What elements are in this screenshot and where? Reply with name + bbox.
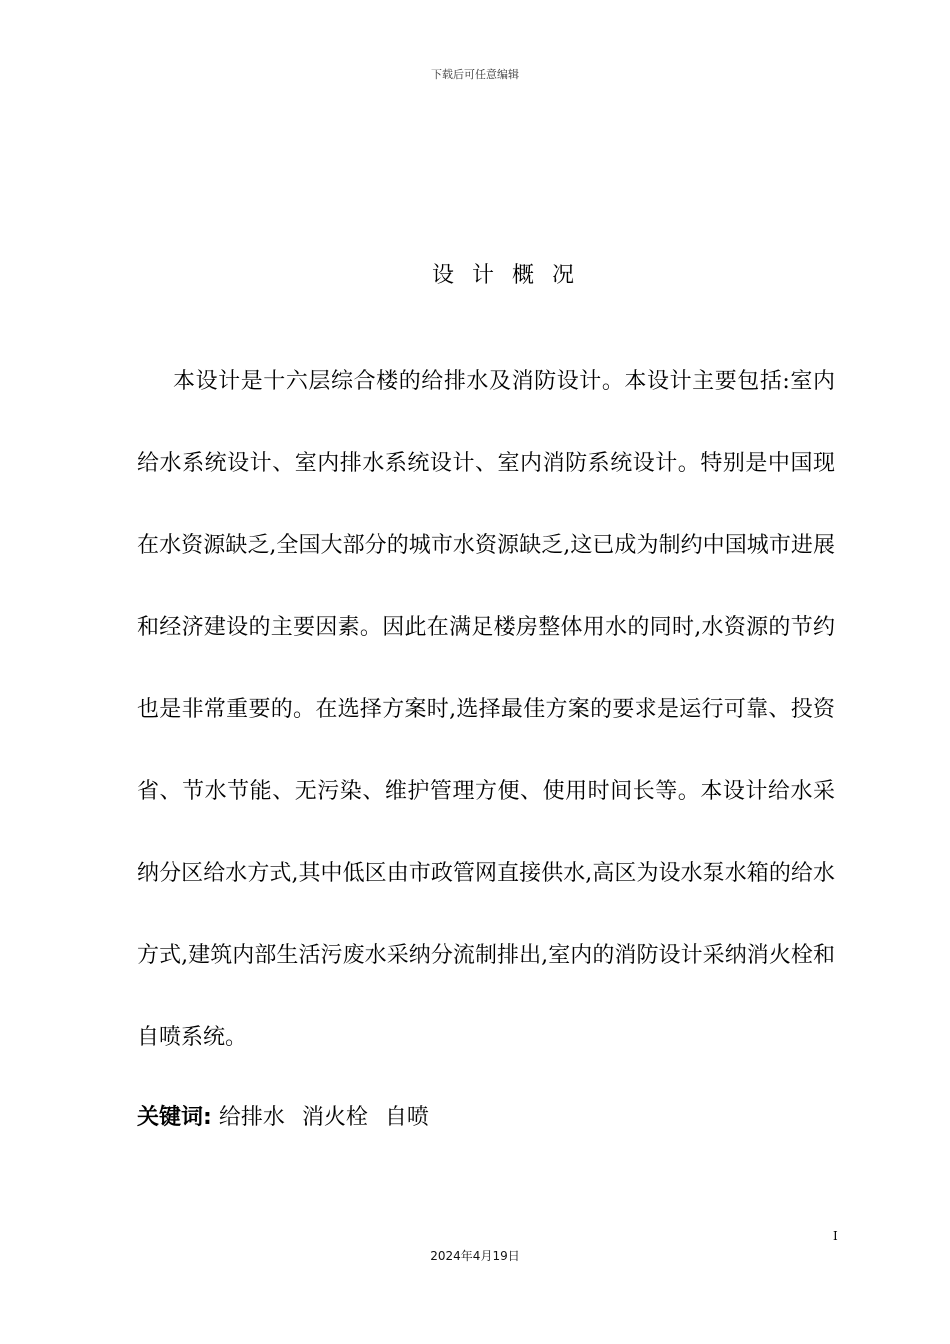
keywords-label: 关键词: bbox=[137, 1105, 212, 1130]
keyword-item: 消火栓 bbox=[301, 1105, 368, 1130]
footer-date: 2024年4月19日 bbox=[430, 1249, 520, 1263]
body-paragraph: 本设计是十六层综合楼的给排水及消防设计。本设计主要包括:室内给水系统设计、室内排水系统设计、室内消防系统设计。特别是中国现在水资源缺乏,全国大部分的城市水资源缺乏,这已成为制约中国城市进展和经济建设的主要因素。因此在满足楼房整体用水的同时,水资源的节约也是非常重要的。在选择方案时,选择最佳方案的要求是运行可靠、投资省、节水节能、无污染、维护管理方便、使用时间长等。本设计给水采纳分区给水方式,其中低区由市政管网直接供水,高区为设水泵水箱的给水方式,建筑内部生活污废水采纳分流制排出,室内的消防设计采纳消火栓和自喷系统。 bbox=[137, 369, 835, 1050]
keywords-line bbox=[137, 1100, 439, 1136]
keyword-item: 给排水 bbox=[218, 1105, 285, 1130]
page-title: 设计概况 bbox=[431, 263, 592, 288]
keyword-item: 自喷 bbox=[384, 1105, 429, 1130]
page-number: I bbox=[833, 1229, 838, 1243]
header-note: 下载后可任意编辑 bbox=[431, 68, 519, 81]
